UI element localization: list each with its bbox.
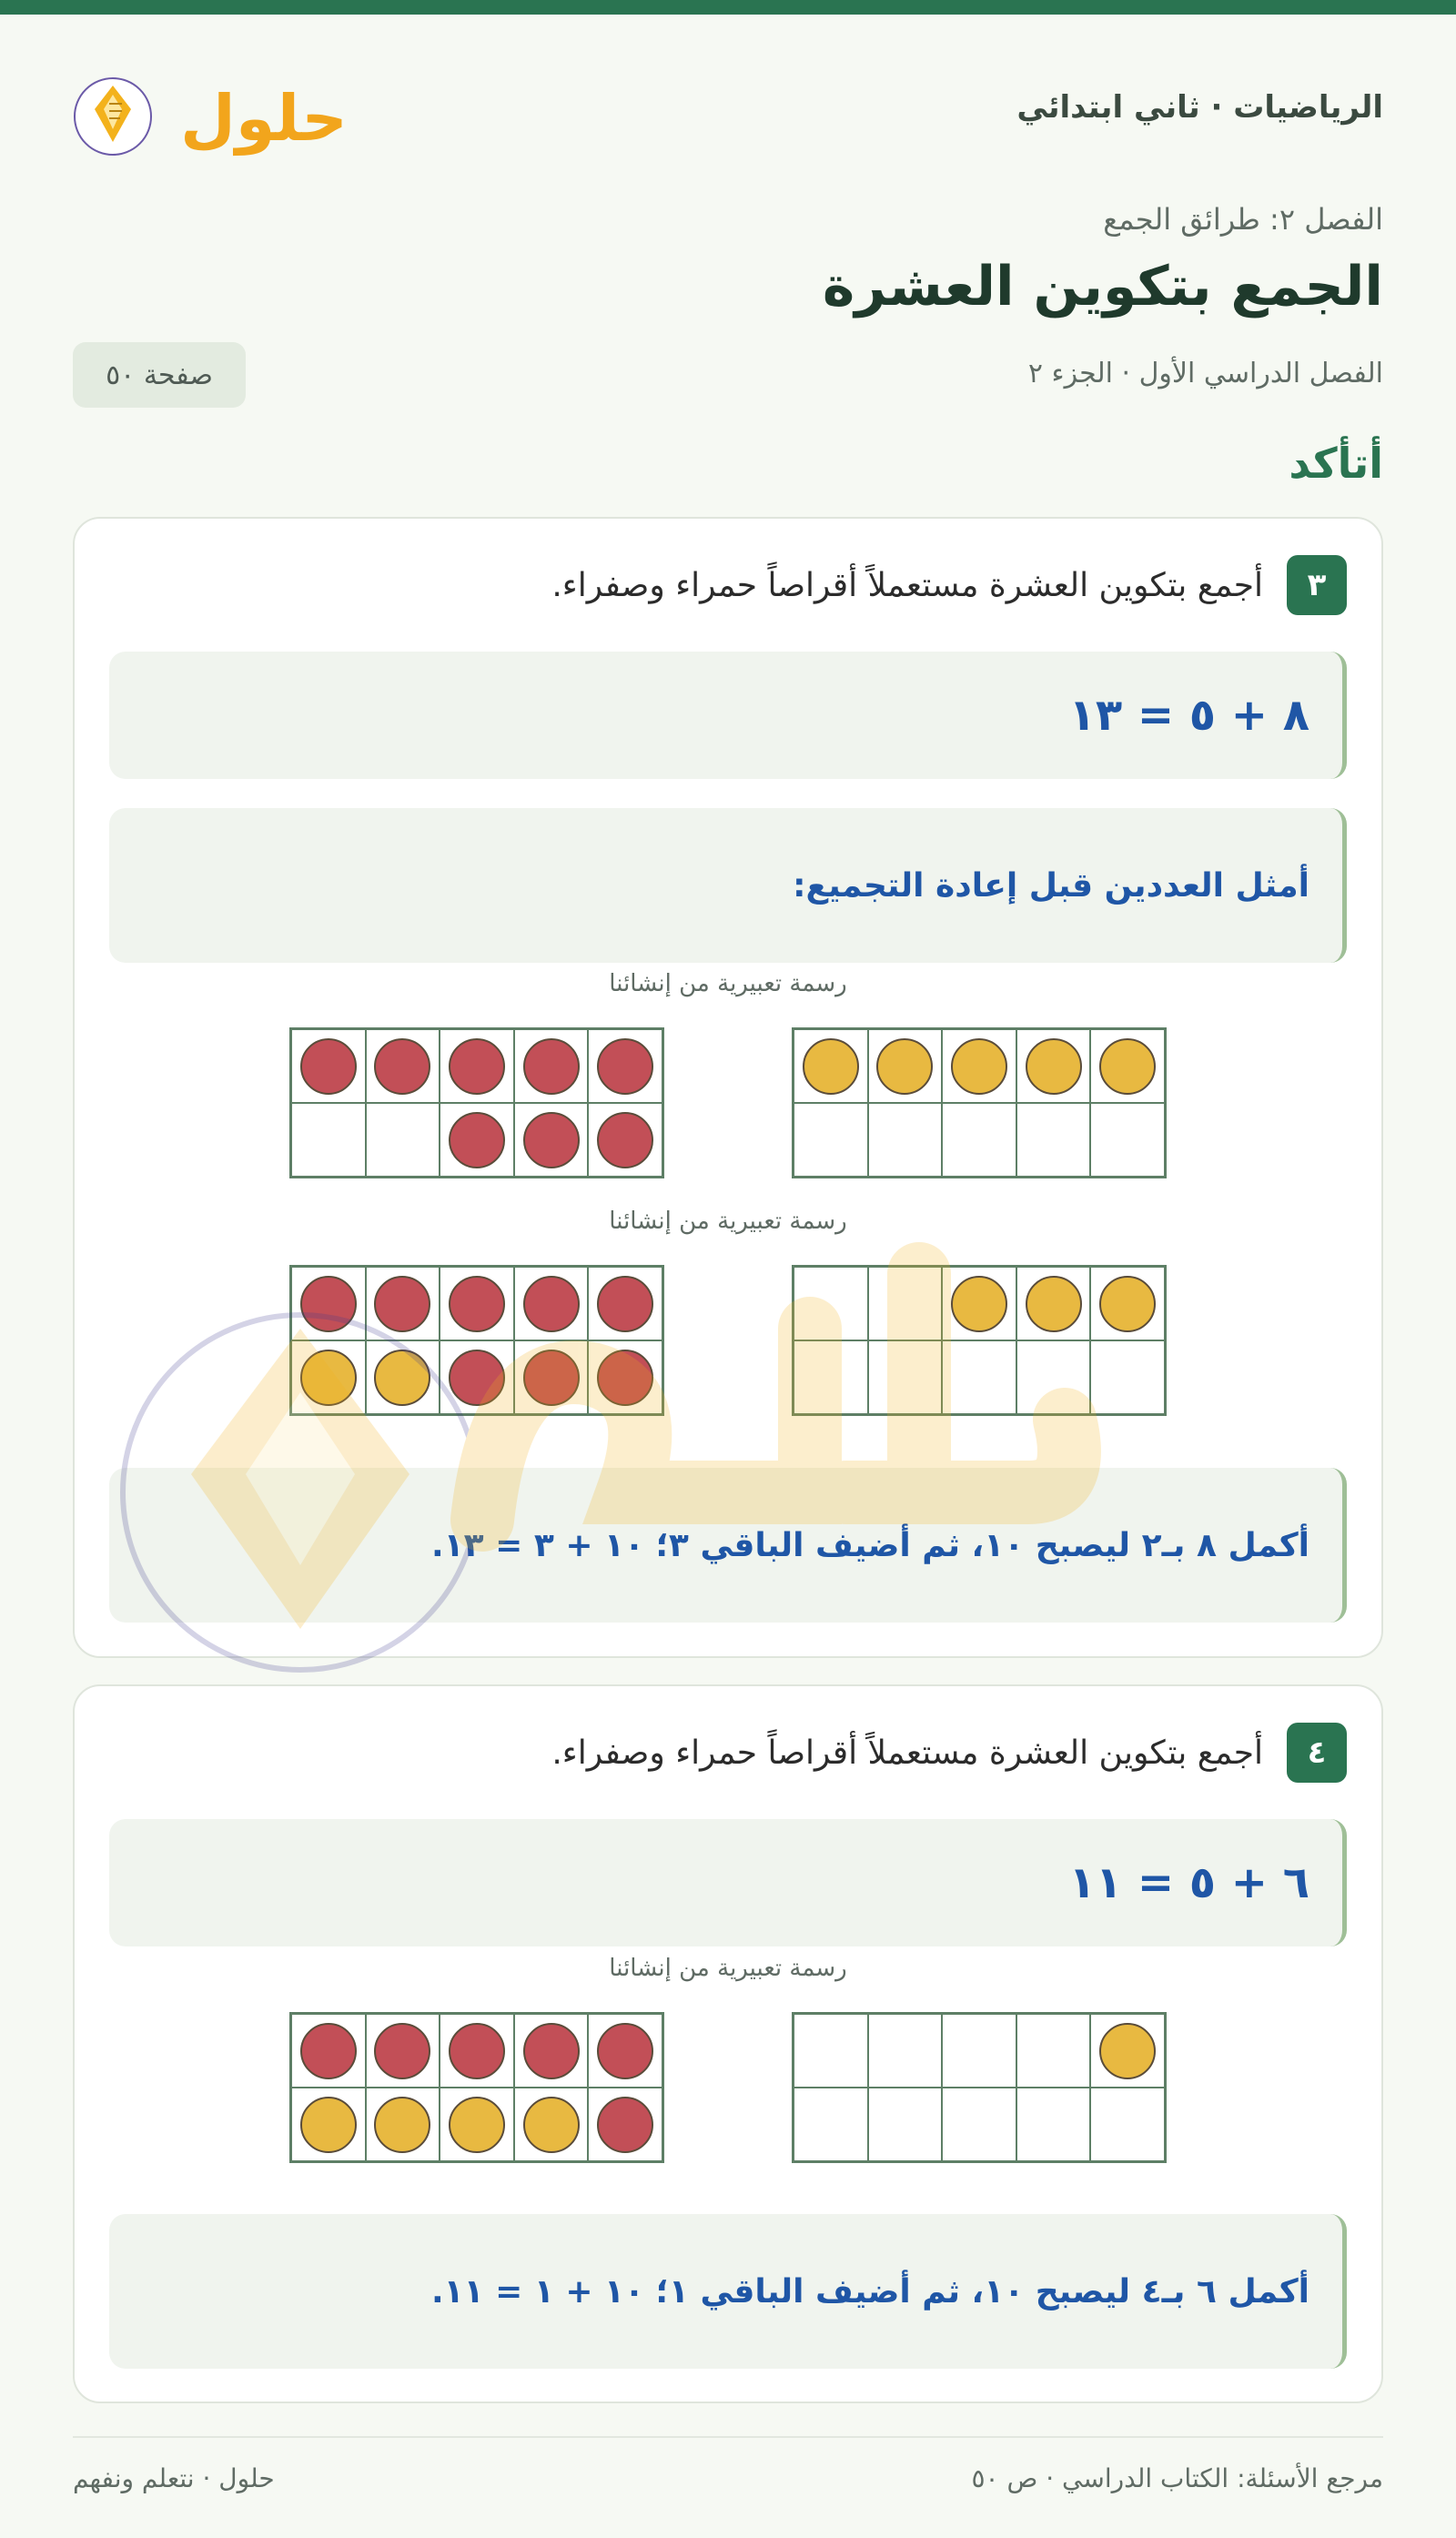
footer-brand: حلول · نتعلم ونفهم (73, 2463, 275, 2493)
red-counter (597, 1112, 653, 1168)
ten-frame-cell (1016, 1267, 1091, 1340)
ten-frame-cell (1016, 1340, 1091, 1414)
page-title: الجمع بتكوين العشرة (822, 255, 1383, 319)
red-counter (449, 1038, 505, 1095)
ten-frame-cell (291, 1267, 366, 1340)
ten-frame-cell (588, 1103, 662, 1177)
red-counter (523, 1350, 580, 1406)
ten-frame-cell (868, 2014, 943, 2088)
subject-label: الرياضيات · ثاني ابتدائي (1016, 89, 1383, 126)
ten-frame-cell (1016, 2014, 1091, 2088)
ten-frame-cell (440, 2014, 514, 2088)
red-counter (300, 1276, 357, 1332)
ten-frame-cell (588, 2088, 662, 2161)
red-counter (449, 1276, 505, 1332)
yellow-counter (951, 1276, 1007, 1332)
ten-frame-cell (1090, 1340, 1165, 1414)
red-counter (374, 1276, 430, 1332)
ten-frame-cell (366, 2088, 440, 2161)
red-counter (374, 2023, 430, 2079)
red-counter (374, 1038, 430, 1095)
footer-divider (73, 2436, 1383, 2438)
ten-frame-cell (942, 2014, 1016, 2088)
illustration-caption: رسمة تعبيرية من إنشائنا (609, 970, 847, 997)
red-counter (597, 1038, 653, 1095)
question-header (551, 553, 1347, 617)
red-counter (597, 1276, 653, 1332)
chapter-label: الفصل ٢: طرائق الجمع (1103, 202, 1383, 237)
ten-frame-cell (366, 2014, 440, 2088)
ten-frame-cell (942, 1340, 1016, 1414)
ten-frame-cell (514, 1029, 589, 1103)
page-number-badge: صفحة ٥٠ (73, 342, 246, 408)
ten-frame-cell (942, 1029, 1016, 1103)
yellow-counter (1099, 2023, 1156, 2079)
yellow-counter (449, 2097, 505, 2153)
yellow-counter (374, 1350, 430, 1406)
page-header (73, 64, 1383, 164)
top-accent-bar (0, 0, 1456, 15)
ten-frame (792, 1265, 1167, 1416)
ten-frame-cell (942, 2088, 1016, 2161)
red-counter (523, 1112, 580, 1168)
ten-frame (792, 1027, 1167, 1178)
yellow-counter (876, 1038, 933, 1095)
red-counter (523, 1038, 580, 1095)
red-counter (300, 1038, 357, 1095)
red-counter (449, 1112, 505, 1168)
ten-frame-cell (942, 1267, 1016, 1340)
ten-frame-cell (794, 1267, 868, 1340)
ten-frame-cell (1090, 2014, 1165, 2088)
ten-frame-cell (291, 2088, 366, 2161)
ten-frame-cell (1016, 2088, 1091, 2161)
ten-frame-cell (1090, 1267, 1165, 1340)
ten-frame-cell (366, 1340, 440, 1414)
red-counter (523, 2023, 580, 2079)
ten-frame (792, 2012, 1167, 2163)
yellow-counter (1026, 1276, 1082, 1332)
ten-frame-cell (366, 1029, 440, 1103)
logo-wordmark: حلول (180, 81, 348, 156)
red-counter (523, 1276, 580, 1332)
ten-frame-cell (291, 1340, 366, 1414)
ten-frame-cell (514, 1340, 589, 1414)
red-counter (597, 2023, 653, 2079)
ten-frame-cell (366, 1267, 440, 1340)
question-number-badge: ٣ (1287, 555, 1347, 615)
ten-frame-cell (291, 1029, 366, 1103)
answer-text: أكمل ٨ بـ٢ ليصبح ١٠، ثم أضيف الباقي ٣؛ ١٠ + ٣ = ١٣. (430, 1526, 1309, 1564)
ten-frame-cell (1090, 1103, 1165, 1177)
ten-frame-cell (514, 1267, 589, 1340)
question-header (551, 1721, 1347, 1785)
yellow-counter (803, 1038, 859, 1095)
ten-frame-cell (440, 1029, 514, 1103)
ten-frame-cell (1090, 2088, 1165, 2161)
ten-frame-cell (868, 1029, 943, 1103)
yellow-counter (1026, 1038, 1082, 1095)
ten-frame-cell (794, 1029, 868, 1103)
question-card-4 (73, 1684, 1383, 2403)
ten-frame-cell (588, 1340, 662, 1414)
ten-frame-cell (794, 2088, 868, 2161)
ten-frame-cell (514, 1103, 589, 1177)
note-text: أمثل العددين قبل إعادة التجميع: (793, 866, 1309, 905)
red-counter (597, 2097, 653, 2153)
ten-frame-cell (868, 2088, 943, 2161)
ten-frame-cell (1090, 1029, 1165, 1103)
ten-frame-cell (868, 1103, 943, 1177)
equation-box (109, 652, 1347, 779)
ten-frame (289, 2012, 664, 2163)
answer-box (109, 2214, 1347, 2369)
red-counter (449, 1350, 505, 1406)
ten-frame-cell (440, 2088, 514, 2161)
equation-text: ٨ + ٥ = ١٣ (1068, 690, 1309, 741)
ten-frame-cell (514, 2014, 589, 2088)
ten-frame-cell (291, 2014, 366, 2088)
answer-box (109, 1468, 1347, 1623)
answer-text: أكمل ٦ بـ٤ ليصبح ١٠، ثم أضيف الباقي ١؛ ١٠ + ١ = ١١. (430, 2272, 1309, 2310)
yellow-counter (300, 2097, 357, 2153)
yellow-counter (1099, 1276, 1156, 1332)
section-title: أتأكد (1289, 439, 1383, 488)
note-box (109, 808, 1347, 963)
illustration-caption: رسمة تعبيرية من إنشائنا (609, 1208, 847, 1235)
hulul-logo[interactable] (73, 64, 348, 164)
ten-frame (289, 1265, 664, 1416)
ten-frame-cell (440, 1340, 514, 1414)
question-prompt: أجمع بتكوين العشرة مستعملاً أقراصاً حمراء وصفراء. (551, 1734, 1263, 1772)
yellow-counter (523, 2097, 580, 2153)
ten-frame-cell (440, 1267, 514, 1340)
question-number-badge: ٤ (1287, 1723, 1347, 1783)
question-card-3 (73, 517, 1383, 1658)
red-counter (597, 1350, 653, 1406)
ten-frame-cell (291, 1103, 366, 1177)
ten-frame-cell (366, 1103, 440, 1177)
yellow-counter (1099, 1038, 1156, 1095)
ten-frame-cell (514, 2088, 589, 2161)
yellow-counter (951, 1038, 1007, 1095)
yellow-counter (374, 2097, 430, 2153)
yellow-counter (300, 1350, 357, 1406)
red-counter (449, 2023, 505, 2079)
question-prompt: أجمع بتكوين العشرة مستعملاً أقراصاً حمراء وصفراء. (551, 566, 1263, 604)
semester-label: الفصل الدراسي الأول · الجزء ٢ (1027, 358, 1383, 389)
ten-frame-cell (1016, 1103, 1091, 1177)
ten-frame-cell (588, 1267, 662, 1340)
red-counter (300, 2023, 357, 2079)
ten-frame-cell (794, 2014, 868, 2088)
ten-frame-cell (588, 1029, 662, 1103)
ten-frame-cell (794, 1340, 868, 1414)
footer-reference: مرجع الأسئلة: الكتاب الدراسي · ص ٥٠ (971, 2463, 1383, 2493)
ten-frame-cell (1016, 1029, 1091, 1103)
illustration-caption: رسمة تعبيرية من إنشائنا (609, 1955, 847, 1982)
ten-frame-cell (588, 2014, 662, 2088)
ten-frame-cell (794, 1103, 868, 1177)
ten-frame-cell (868, 1267, 943, 1340)
ten-frame-cell (440, 1103, 514, 1177)
ten-frame (289, 1027, 664, 1178)
ten-frame-cell (942, 1103, 1016, 1177)
ten-frame-cell (868, 1340, 943, 1414)
equation-box (109, 1819, 1347, 1946)
equation-text: ٦ + ٥ = ١١ (1068, 1857, 1309, 1908)
